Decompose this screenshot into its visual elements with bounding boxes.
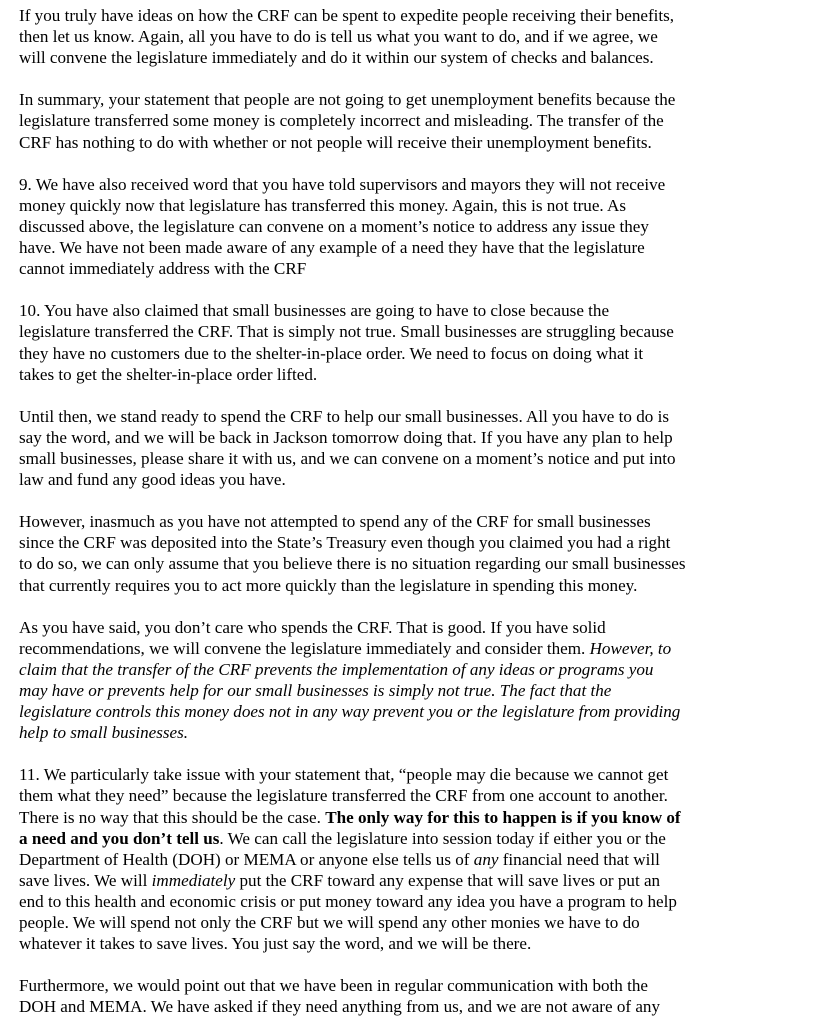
text-run: cannot immediately address with the CRF (19, 259, 307, 279)
text-run: However, inasmuch as you have not attempted to spend any of the CRF for small businesses (19, 512, 651, 532)
paragraph (19, 300, 809, 384)
text-line (19, 300, 809, 321)
text-line (19, 364, 809, 385)
text-run: discussed above, the legislature can convene on a moment’s notice to address any issue they (19, 216, 649, 236)
text-line (19, 216, 809, 237)
text-run: small businesses, please share it with us, and we can convene on a moment’s notice and put into (19, 448, 676, 468)
bold-text-run: The only way for this to happen is if you know of (325, 807, 681, 827)
text-run: save lives. We will (19, 870, 152, 890)
paragraph (19, 617, 809, 744)
text-line (19, 343, 809, 364)
text-line (19, 870, 809, 891)
italic-text-run: immediately (151, 870, 236, 890)
text-run: law and fund any good ideas you have. (19, 470, 286, 490)
text-run: 10. You have also claimed that small businesses are going to have to close because the (19, 301, 610, 321)
paragraph (19, 406, 809, 490)
text-run: will convene the legislature immediately and do it within our system of checks and balances. (19, 48, 654, 68)
text-line (19, 891, 809, 912)
text-line (19, 722, 809, 743)
italic-text-run: legislature controls this money does not in any way prevent you or the legislature from providing (19, 702, 681, 722)
text-line (19, 5, 809, 26)
text-run: takes to get the shelter-in-place order lifted. (19, 364, 318, 384)
text-line (19, 469, 809, 490)
text-line (19, 195, 809, 216)
text-line (19, 448, 809, 469)
text-run: If you truly have ideas on how the CRF can be spent to expedite people receiving their benefits, (19, 6, 675, 25)
text-run: Department of Health (DOH) or MEMA or anyone else tells us of (19, 849, 474, 869)
text-run: to do so, we can only assume that you believe there is no situation regarding our small businesses (19, 554, 686, 574)
paragraph (19, 764, 809, 954)
text-run: Furthermore, we would point out that we have been in regular communication with both the (19, 976, 648, 996)
text-line (19, 638, 809, 659)
text-line (19, 849, 809, 870)
text-run: say the word, and we will be back in Jackson tomorrow doing that. If you have any plan to help (19, 427, 673, 447)
text-line (19, 680, 809, 701)
text-run: people. We will spend not only the CRF but we will spend any other monies we have to do (19, 913, 640, 933)
italic-text-run: help to small businesses. (19, 723, 189, 743)
document-page (19, 0, 809, 1024)
text-line (19, 132, 809, 153)
text-line (19, 933, 809, 954)
paragraph (19, 975, 809, 1017)
document-body (19, 5, 809, 1018)
italic-text-run: may have or prevents help for our small businesses is simply not true. The fact that the (19, 681, 612, 700)
text-line (19, 659, 809, 680)
text-run: end to this health and economic crisis or put money toward any idea you have a program to help (19, 891, 677, 911)
text-run: money quickly now that legislature has transferred this money. Again, this is not true. As (19, 195, 627, 215)
text-line (19, 174, 809, 195)
text-line (19, 575, 809, 596)
text-run: 11. We particularly take issue with your statement that, “people may die because we cannot get (19, 765, 669, 785)
paragraph (19, 511, 809, 595)
paragraph (19, 174, 809, 279)
text-run: financial need that will (498, 849, 660, 869)
text-run: 9. We have also received word that you have told supervisors and mayors they will not receive (19, 174, 666, 194)
text-run: . We can call the legislature into session today if either you or the (219, 828, 666, 848)
italic-text-run: claim that the transfer of the CRF prevents the implementation of any ideas or programs you (19, 659, 654, 679)
text-line (19, 828, 809, 849)
text-line (19, 553, 809, 574)
text-line (19, 617, 809, 638)
text-line (19, 785, 809, 806)
bold-text-run: a need and you don’t tell us (19, 828, 220, 848)
text-line (19, 89, 809, 110)
text-line (19, 511, 809, 532)
text-line (19, 701, 809, 722)
italic-text-run: any (473, 849, 499, 869)
text-run: DOH and MEMA. We have asked if they need anything from us, and we are not aware of any (19, 997, 661, 1017)
text-line (19, 427, 809, 448)
text-line (19, 975, 809, 996)
text-run: There is no way that this should be the case. (19, 807, 326, 827)
text-run: that currently requires you to act more quickly than the legislature in spending this money. (19, 575, 638, 595)
text-line (19, 764, 809, 785)
text-line (19, 237, 809, 258)
text-line (19, 406, 809, 427)
text-line (19, 321, 809, 342)
text-line (19, 47, 809, 68)
text-line (19, 26, 809, 47)
text-run: then let us know. Again, all you have to do is tell us what you want to do, and if we agree, we (19, 27, 658, 47)
text-run: them what they need” because the legislature transferred the CRF from one account to another. (19, 786, 668, 806)
text-run: whatever it takes to save lives. You just say the word, and we will be there. (19, 934, 532, 954)
text-line (19, 807, 809, 828)
text-line (19, 258, 809, 279)
text-run: have. We have not been made aware of any example of a need they have that the legislature (19, 238, 645, 258)
text-line (19, 110, 809, 131)
text-line (19, 912, 809, 933)
text-run: As you have said, you don’t care who spends the CRF. That is good. If you have solid (19, 617, 606, 637)
paragraph (19, 89, 809, 152)
italic-text-run: However, to (589, 638, 672, 658)
text-run: they have no customers due to the shelter-in-place order. We need to focus on doing what it (19, 343, 644, 363)
paragraph (19, 5, 809, 68)
text-run: legislature transferred the CRF. That is simply not true. Small businesses are struggling because (19, 322, 674, 342)
text-line (19, 532, 809, 553)
text-run: In summary, your statement that people are not going to get unemployment benefits because the (19, 90, 676, 110)
text-run: CRF has nothing to do with whether or not people will receive their unemployment benefits. (19, 132, 652, 152)
text-run: legislature transferred some money is completely incorrect and misleading. The transfer of the (19, 111, 664, 131)
text-run: put the CRF toward any expense that will save lives or put an (235, 870, 661, 890)
text-run: Until then, we stand ready to spend the CRF to help our small businesses. All you have to do is (19, 406, 669, 426)
text-run: recommendations, we will convene the legislature immediately and consider them. (19, 638, 590, 658)
text-run: since the CRF was deposited into the State’s Treasury even though you claimed you had a right (19, 533, 671, 553)
text-line (19, 996, 809, 1017)
